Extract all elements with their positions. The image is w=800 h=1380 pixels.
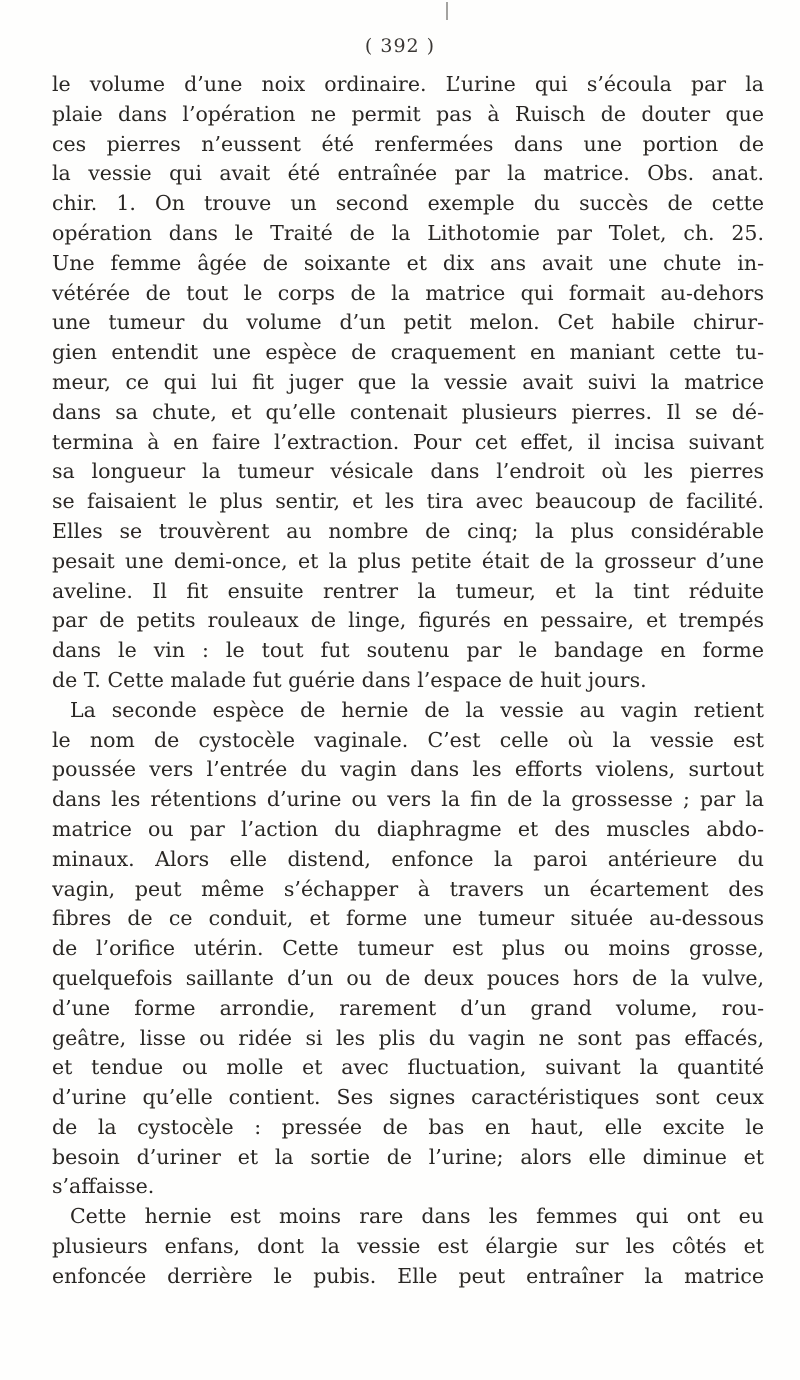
text-line: et tendue ou molle et avec fluctuation, suivant la quantité xyxy=(52,1055,764,1080)
text-line: Elles se trouvèrent au nombre de cinq; la plus considérable xyxy=(52,518,764,543)
text-line: minaux. Alors elle distend, enfonce la paroi antérieure du xyxy=(52,846,764,871)
text-line: dans le vin : le tout fut soutenu par le bandage en forme xyxy=(52,638,764,663)
paragraph-start: La seconde espèce de hernie de la vessie au vagin retient xyxy=(70,697,764,722)
page-number: ( 392 ) xyxy=(364,35,436,57)
text-line: Une femme âgée de soixante et dix ans avait une chute in- xyxy=(52,250,764,275)
text-line: par de petits rouleaux de linge, figurés en pessaire, et trempés xyxy=(52,608,764,633)
text-line: plaie dans l’opération ne permit pas à Ruisch de douter que xyxy=(52,101,764,126)
text-line: de l’orifice utérin. Cette tumeur est plus ou moins grosse, xyxy=(52,936,764,961)
text-line: de T. Cette malade fut guérie dans l’espace de huit jours. xyxy=(52,667,647,692)
text-line: fibres de ce conduit, et forme une tumeur située au-dessous xyxy=(52,906,764,931)
text-line: geâtre, lisse ou ridée si les plis du vagin ne sont pas effacés, xyxy=(52,1025,764,1050)
text-line: besoin d’uriner et la sortie de l’urine; alors elle diminue et xyxy=(52,1144,764,1169)
text-line: matrice ou par l’action du diaphragme et des muscles abdo- xyxy=(52,816,764,841)
text-line: d’une forme arrondie, rarement d’un grand volume, rou- xyxy=(52,995,764,1020)
text-line: quelquefois saillante d’un ou de deux pouces hors de la vulve, xyxy=(52,965,764,990)
text-line: poussée vers l’entrée du vagin dans les efforts violens, surtout xyxy=(52,757,764,782)
text-line: vagin, peut même s’échapper à travers un écartement des xyxy=(52,876,764,901)
text-line: pesait une demi-once, et la plus petite était de la grosseur d’une xyxy=(52,548,764,573)
text-line: de la cystocèle : pressée de bas en haut, elle excite le xyxy=(52,1114,764,1139)
text-line: s’affaisse. xyxy=(52,1174,155,1199)
text-line: opération dans le Traité de la Lithotomie par Tolet, ch. 25. xyxy=(52,220,764,245)
text-line: le nom de cystocèle vaginale. C’est celle où la vessie est xyxy=(52,727,764,752)
text-line: dans les rétentions d’urine ou vers la fin de la grossesse ; par la xyxy=(52,787,764,812)
text-line: aveline. Il fit ensuite rentrer la tumeur, et la tint réduite xyxy=(52,578,764,603)
text-line: sa longueur la tumeur vésicale dans l’endroit où les pierres xyxy=(52,459,764,484)
text-line: gien entendit une espèce de craquement en maniant cette tu- xyxy=(52,340,764,365)
paragraph-start: Cette hernie est moins rare dans les femmes qui ont eu xyxy=(70,1204,764,1229)
text-line: le volume d’une noix ordinaire. L’urine qui s’écoula par la xyxy=(52,72,764,96)
text-line: termina à en faire l’extraction. Pour cet effet, il incisa suivant xyxy=(52,429,764,454)
text-line: une tumeur du volume d’un petit melon. Cet habile chirur- xyxy=(52,310,764,335)
text-line: se faisaient le plus sentir, et les tira avec beaucoup de facilité. xyxy=(52,489,764,514)
text-line: meur, ce qui lui fit juger que la vessie avait suivi la matrice xyxy=(52,369,764,394)
text-line: la vessie qui avait été entraînée par la matrice. Obs. anat. xyxy=(52,161,764,186)
text-line: plusieurs enfans, dont la vessie est élargie sur les côtés et xyxy=(52,1234,764,1259)
text-line: chir. 1. On trouve un second exemple du succès de cette xyxy=(52,191,764,216)
margin-mark xyxy=(446,2,448,20)
text-line: d’urine qu’elle contient. Ses signes caractéristiques sont ceux xyxy=(52,1085,764,1110)
text-line: ces pierres n’eussent été renfermées dans une portion de xyxy=(52,131,764,156)
text-line: enfoncée derrière le pubis. Elle peut entraîner la matrice xyxy=(52,1263,764,1288)
body-text xyxy=(52,70,764,1292)
text-line: vétérée de tout le corps de la matrice qui formait au-dehors xyxy=(52,280,764,305)
text-line: dans sa chute, et qu’elle contenait plusieurs pierres. Il se dé- xyxy=(52,399,764,424)
